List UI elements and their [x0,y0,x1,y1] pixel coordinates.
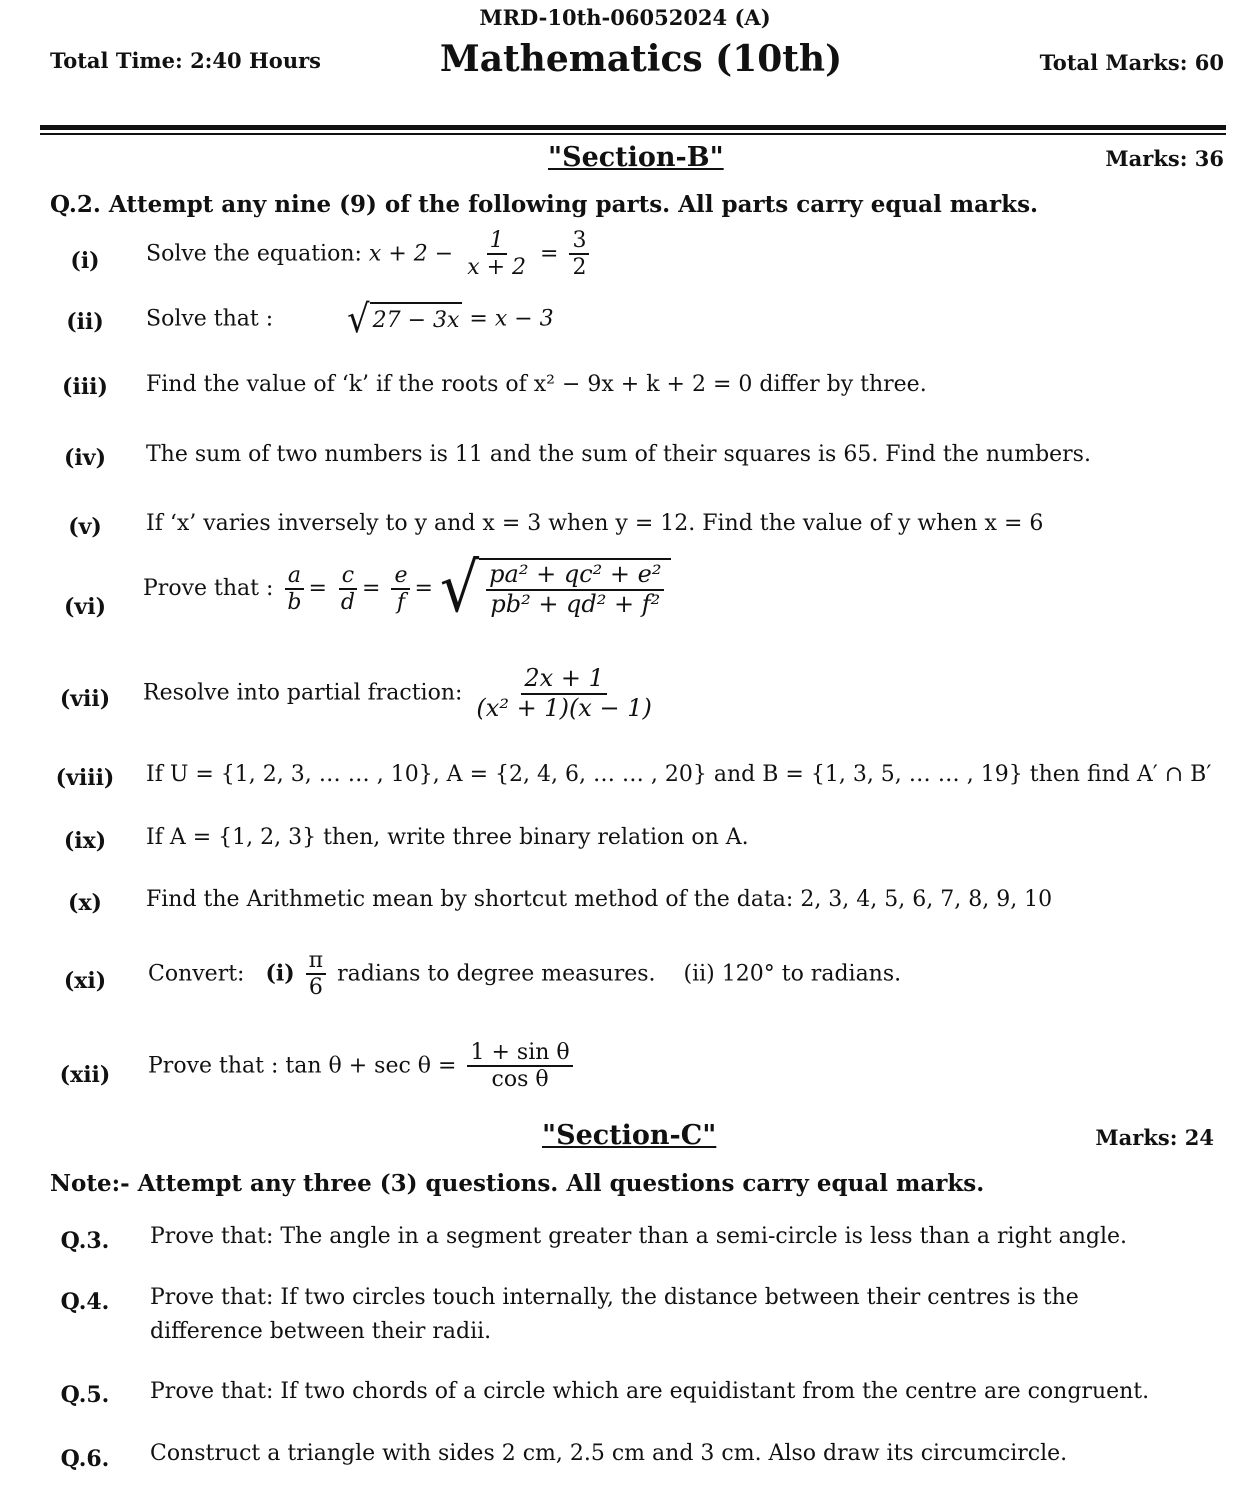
question-label: Q.6. [60,1446,110,1472]
section-b-marks: Marks: 36 [1105,146,1224,171]
section-c-title: "Section-C" [542,1120,717,1151]
part-iii: Find the value of ‘k’ if the roots of x² − 9x + k + 2 = 0 differ by three. [146,372,927,397]
math: = [540,241,559,267]
part-ii [146,296,554,343]
part-text: Prove that : [148,1053,279,1079]
q6-text: Construct a triangle with sides 2 cm, 2.5 cm and 3 cm. Also draw its circumcircle. [150,1441,1068,1466]
part-label: (iii) [62,374,108,400]
divider [40,133,1226,135]
q4-text-cont: difference between their radii. [150,1319,492,1344]
question-label: Q.5. [60,1382,110,1408]
total-time: Total Time: 2:40 Hours [50,48,321,73]
part-viii: If U = {1, 2, 3, … … , 10}, A = {2, 4, 6, … … , 20} and B = {1, 3, 5, … … , 19} then find A′ ∩ B′ [146,762,1212,787]
math: = x − 3 [469,306,554,332]
subject-title: Mathematics (10th) [439,38,843,80]
fraction: $\frac{1}{x + 2}$ [467,228,527,281]
paper-code: MRD-10th-06052024 (A) [479,5,771,30]
fraction: $\frac{c}{d}$ [338,563,358,616]
math: x + 2 − [368,241,454,267]
part-label: (vii) [59,686,111,712]
part-x: Find the Arithmetic mean by shortcut method of the data: 2, 3, 4, 5, 6, 7, 8, 9, 10 [146,887,1053,912]
fraction: $\frac{a}{b}$ [284,563,304,616]
part-label: (iv) [64,445,106,471]
divider [40,125,1226,130]
part-text: Solve the equation: [146,241,362,267]
note: Note:- Attempt any three (3) questions. All questions carry equal marks. [50,1170,985,1197]
part-label: (ii) [66,309,104,335]
question-label: Q.4. [60,1289,110,1315]
fraction: $\frac{e}{f}$ [391,563,410,616]
part-iv: The sum of two numbers is 11 and the sum of their squares is 65. Find the numbers. [146,442,1091,467]
part-vi: Prove that : $\frac{a}{b}$ = $\frac{c}{d}$ = $\frac{e}{f}$ = √ $\frac{\text{pa² + qc² + e²}}{\text{pb² + qd² + f²}}$ [143,558,671,620]
section-c-marks: Marks: 24 [1095,1125,1214,1150]
part-label: (x) [68,890,102,916]
part-label: (xii) [59,1062,111,1088]
part-v: If ‘x’ varies inversely to y and x = 3 when y = 12. Find the value of y when x = 6 [146,511,1044,536]
part-text: Solve that : [146,306,274,332]
q4-text: Prove that: If two circles touch internally, the distance between their centres is the [150,1285,1079,1310]
part-label: (viii) [55,765,115,791]
q2-instruction: Q.2. Attempt any nine (9) of the following parts. All parts carry equal marks. [50,191,1039,218]
section-b-title: "Section-B" [548,142,724,173]
part-label: (v) [68,514,102,540]
part-text: Prove that : [143,575,274,601]
q3-text: Prove that: The angle in a segment greater than a semi-circle is less than a right angle. [150,1224,1128,1249]
fraction: $\frac{\text{1 + sin θ}}{\text{cos θ}}$ [467,1040,572,1093]
question-label: Q.3. [60,1228,110,1254]
fraction: $\frac{3}{2}$ [569,228,589,281]
part-vii [143,665,659,722]
part-xi: Convert: (i) $\frac{\pi}{6}$ radians to degree measures. (ii) 120° to radians. [148,948,902,1001]
part-label: (xi) [63,968,107,994]
part-ix: If A = {1, 2, 3} then, write three binary relation on A. [146,825,749,850]
fraction: $\frac{\pi}{6}$ [306,948,326,1001]
part-label: (vi) [64,594,106,620]
square-root: √ 27 − 3x [347,302,462,337]
part-label: (i) [70,248,100,274]
square-root: √ $\frac{\text{pa² + qc² + e²}}{\text{pb² + qd² + f²}}$ [440,558,672,620]
part-label: (ix) [63,828,107,854]
part-text: Resolve into partial fraction: [143,680,463,706]
part-xii: Prove that : tan θ + sec θ = $\frac{\text{1 + sin θ}}{\text{cos θ}}$ [148,1040,577,1093]
part-text: Convert: [148,961,245,987]
fraction: $\frac{2x + 1}{\text{(x² + 1)(x − 1)}}$ [476,664,652,722]
total-marks: Total Marks: 60 [1039,50,1224,75]
part-i [146,228,593,281]
q5-text: Prove that: If two chords of a circle which are equidistant from the centre are congruent. [150,1379,1150,1404]
